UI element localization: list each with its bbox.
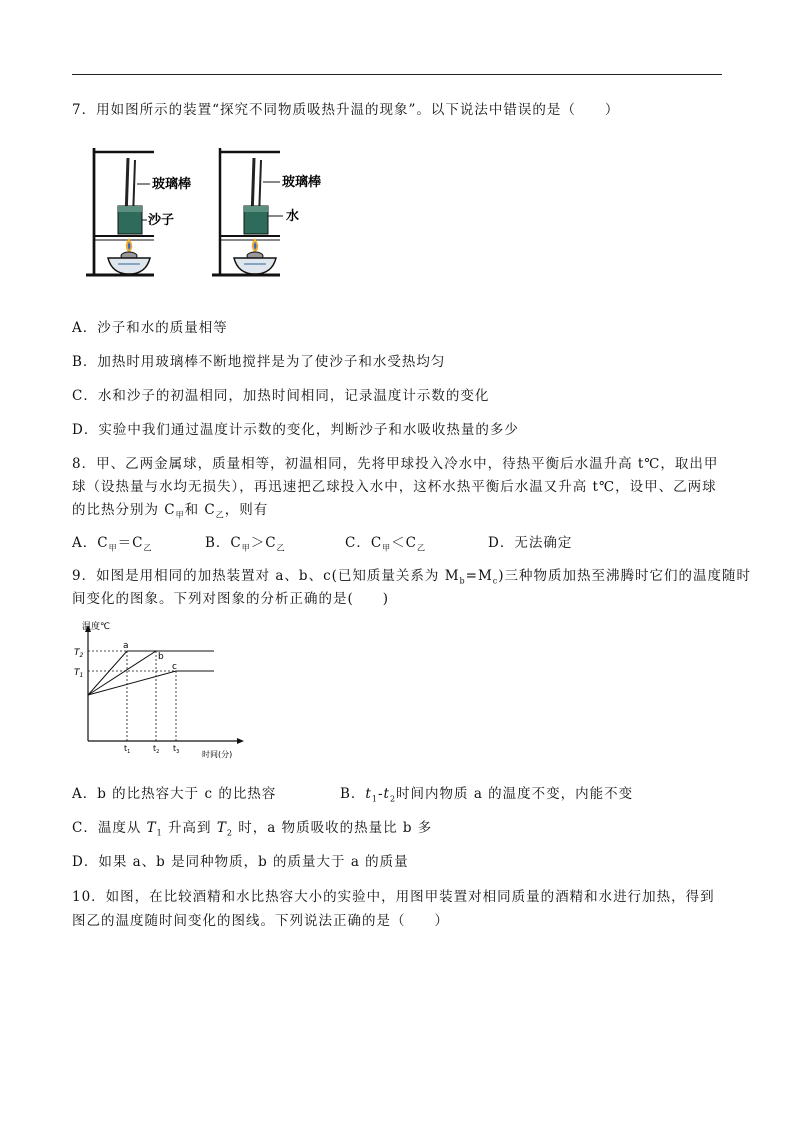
xtick-t2: $t_2$ [153, 744, 160, 755]
q8-option-b: B．$C_甲>C_乙$ [205, 535, 286, 553]
xtick-t1: $t_1$ [124, 744, 131, 755]
q7-option-d: D．实验中我们通过温度计示数的变化，判断沙子和水吸收热量的多少 [72, 422, 519, 438]
ytick-t2: $T_2$ [74, 648, 84, 659]
q9-stem-line-2: 间变化的图象。下列对图象的分析正确的是( ) [72, 591, 390, 607]
q7-option-c: C．水和沙子的初温相同，加热时间相同，记录温度计示数的变化 [72, 388, 490, 404]
q8-option-a: A．$C_甲=C_乙$ [72, 535, 153, 553]
right-rod-label: 玻璃棒 [282, 175, 322, 190]
q9-temperature-graph [72, 617, 252, 762]
q9-stem-line-1: 9．如图是用相同的加热装置对 a、b、c(已知质量关系为 $M_b=M_c$)三种物质加热至沸腾时它们的温度随时 [72, 568, 752, 586]
q9-option-a: A．b 的比热容大于 c 的比热容 [72, 786, 277, 802]
xtick-t3: $t_3$ [173, 744, 180, 755]
left-rod-label: 玻璃棒 [152, 177, 192, 192]
q7-apparatus-figure [80, 140, 340, 280]
left-stand [86, 148, 154, 275]
x-axis-label: 时间(分) [202, 750, 233, 759]
curve-b-label: b [158, 652, 164, 662]
q10-stem-line-1: 10．如图，在比较酒精和水比热容大小的实验中，用图甲装置对相同质量的酒精和水进行加热，得到 [72, 889, 715, 905]
curve-a-label: a [123, 641, 129, 651]
curve-a [88, 651, 214, 695]
q8-stem-line-3: 的比热分别为 $C_甲$和 $C_乙$，则有 [72, 502, 269, 520]
q9-option-c: C．温度从 $T_1$ 升高到 $T_2$ 时，a 物质吸收的热量比 b 多 [72, 820, 433, 838]
q7-stem: 7．用如图所示的装置“探究不同物质吸热升温的现象”。以下说法中错误的是（ ） [72, 102, 620, 118]
q9-option-d: D．如果 a、b 是同种物质，b 的质量大于 a 的质量 [72, 854, 409, 870]
q8-option-c: C．$C_甲<C_乙$ [345, 535, 427, 553]
q8-option-d: D．无法确定 [488, 535, 573, 551]
q8-stem-line-1: 8．甲、乙两金属球，质量相等，初温相同，先将甲球投入冷水中，待热平衡后水温升高 t℃，取出甲 [72, 456, 719, 472]
q10-stem-line-2: 图乙的温度随时间变化的图线。下列说法正确的是（ ） [72, 913, 449, 929]
q7-option-a: A．沙子和水的质量相等 [72, 320, 228, 336]
header-rule [72, 74, 722, 75]
left-content-label: 沙子 [148, 213, 175, 228]
y-axis-label: 温度℃ [82, 622, 111, 632]
right-content-label: 水 [286, 209, 300, 224]
q7-option-b: B．加热时用玻璃棒不断地搅拌是为了使沙子和水受热均匀 [72, 354, 446, 370]
q8-stem-line-2: 球（设热量与水均无损失），再迅速把乙球投入水中，这杯水热平衡后水温又升高 t℃，设甲、乙两球 [72, 479, 717, 495]
curve-c-label: c [172, 662, 177, 672]
q9-option-b: B．$t_1-t_2$时间内物质 a 的温度不变，内能不变 [340, 786, 634, 804]
ytick-t1: $T_1$ [74, 668, 84, 679]
right-stand [212, 148, 280, 275]
